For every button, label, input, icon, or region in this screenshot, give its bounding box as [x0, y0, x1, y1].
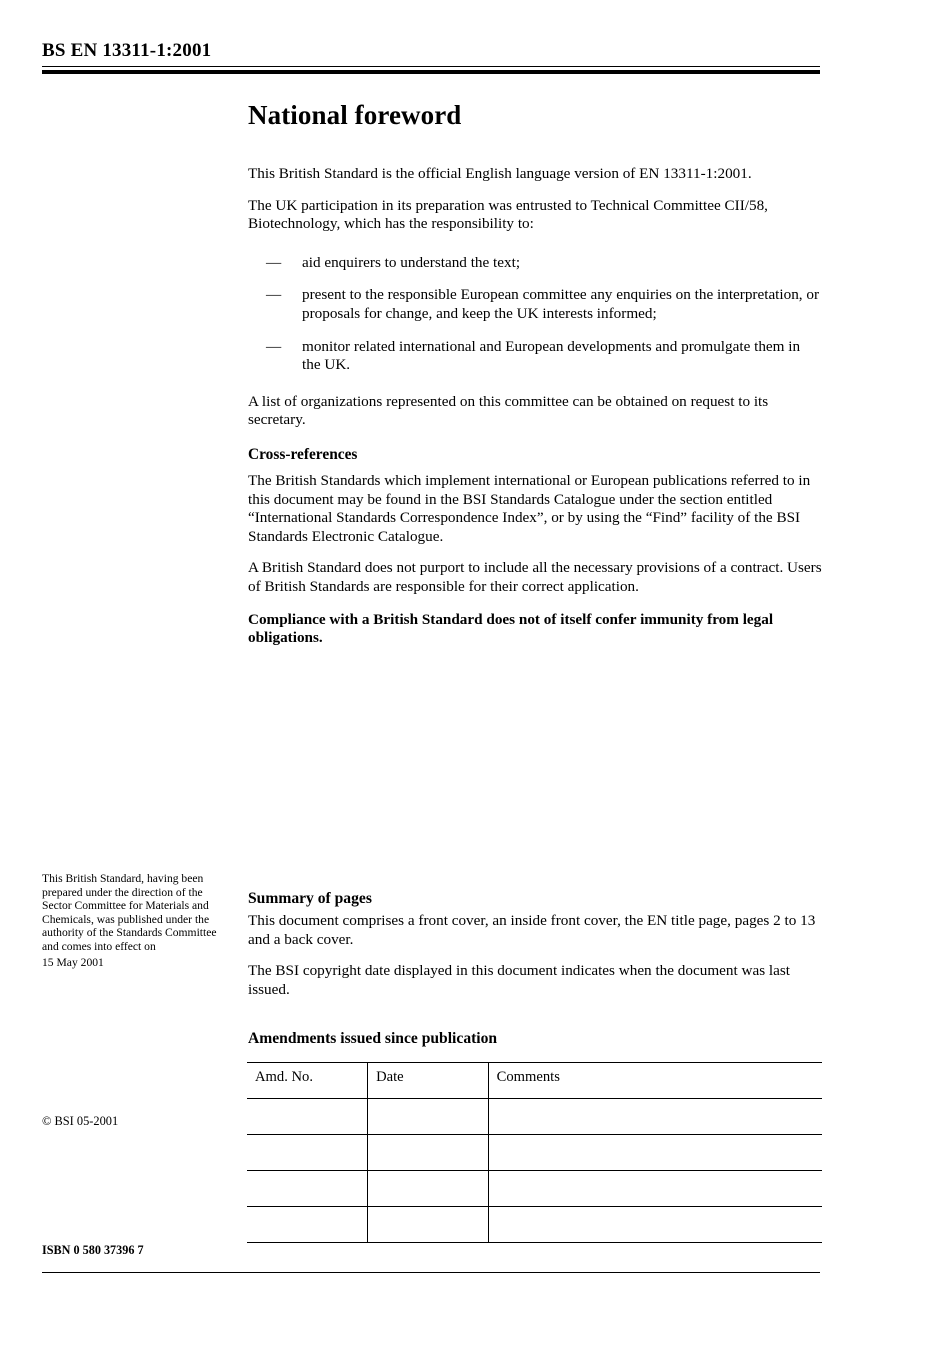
compliance-statement: Compliance with a British Standard does not of itself confer immunity from legal obligations. [248, 610, 774, 647]
table-row [247, 1207, 822, 1243]
cell-amd-no [247, 1207, 368, 1243]
page-title: National foreword [248, 100, 462, 130]
disclaimer-paragraph: A British Standard does not purport to include all the necessary provisions of a contract. Users of British Standards are responsible for their correct application. [248, 559, 822, 595]
cell-comments [488, 1099, 822, 1135]
amendments-heading: Amendments issued since publication [248, 1030, 498, 1047]
cell-amd-no [247, 1171, 368, 1207]
list-item [248, 286, 822, 323]
list-item [248, 338, 822, 375]
copyright-notice: © BSI 05-2001 [42, 1114, 119, 1128]
intro-paragraph-1: This British Standard is the official English language version of EN 13311-1:2001. [248, 165, 752, 182]
list-item-label: present to the responsible European committee any enquiries on the interpretation, or proposals for change, and keep the UK interests informed; [302, 286, 820, 322]
dash-marker: — [266, 337, 282, 355]
table-row [247, 1099, 822, 1135]
summary-paragraph-1: This document comprises a front cover, an inside front cover, the EN title page, pages 2 to 13 and a back cover. [248, 912, 816, 948]
cell-amd-no [247, 1135, 368, 1171]
cell-date [368, 1171, 489, 1207]
header-rule-thick [42, 70, 820, 74]
cell-date [368, 1135, 489, 1171]
cell-amd-no [247, 1099, 368, 1135]
summary-section [248, 890, 822, 1012]
cell-date [368, 1099, 489, 1135]
summary-paragraph-2: The BSI copyright date displayed in this document indicates when the document was last issued. [248, 962, 790, 998]
list-item [248, 254, 822, 273]
column-header-comments: Comments [488, 1063, 822, 1099]
organizations-paragraph: A list of organizations represented on this committee can be obtained on request to its secretary. [248, 392, 769, 429]
cell-date [368, 1207, 489, 1243]
responsibility-list [248, 254, 822, 375]
isbn-number: ISBN 0 580 37396 7 [42, 1243, 144, 1257]
dash-marker: — [266, 286, 282, 304]
column-header-date: Date [368, 1063, 489, 1099]
cross-references-body: The British Standards which implement international or European publications referred to in this document may be found in the BSI Standards Catalogue under the section entitled “International Standards Correspondence Index”, or by using the “Find” facility of the BSI Standards Electronic Catalogue. [248, 471, 811, 545]
column-header-amd-no: Amd. No. [247, 1063, 368, 1099]
amendments-table [247, 1062, 822, 1243]
main-content [248, 100, 822, 648]
standard-number: BS EN 13311-1:2001 [42, 40, 212, 61]
header-rule-thin [42, 66, 820, 67]
list-item-label: monitor related international and European developments and promulgate them in the UK. [302, 337, 801, 374]
table-row [247, 1135, 822, 1171]
intro-paragraph-2: The UK participation in its preparation was entrusted to Technical Committee CII/58, Biotechnology, which has the responsibility to: [248, 196, 768, 233]
cross-references-heading: Cross-references [248, 445, 358, 463]
side-note [42, 872, 220, 969]
summary-of-pages-heading: Summary of pages [248, 890, 372, 907]
cell-comments [488, 1207, 822, 1243]
cell-comments [488, 1135, 822, 1171]
side-note-text: This British Standard, having been prepared under the direction of the Sector Committee for Materials and Chemicals, was published under the authority of the Standards Committee and comes into effect on [42, 872, 217, 953]
effective-date: 15 May 2001 [42, 955, 104, 969]
table-header-row [247, 1063, 822, 1099]
list-item-label: aid enquirers to understand the text; [302, 253, 521, 271]
footer-rule [42, 1272, 820, 1273]
table-row [247, 1171, 822, 1207]
dash-marker: — [266, 253, 282, 271]
cell-comments [488, 1171, 822, 1207]
